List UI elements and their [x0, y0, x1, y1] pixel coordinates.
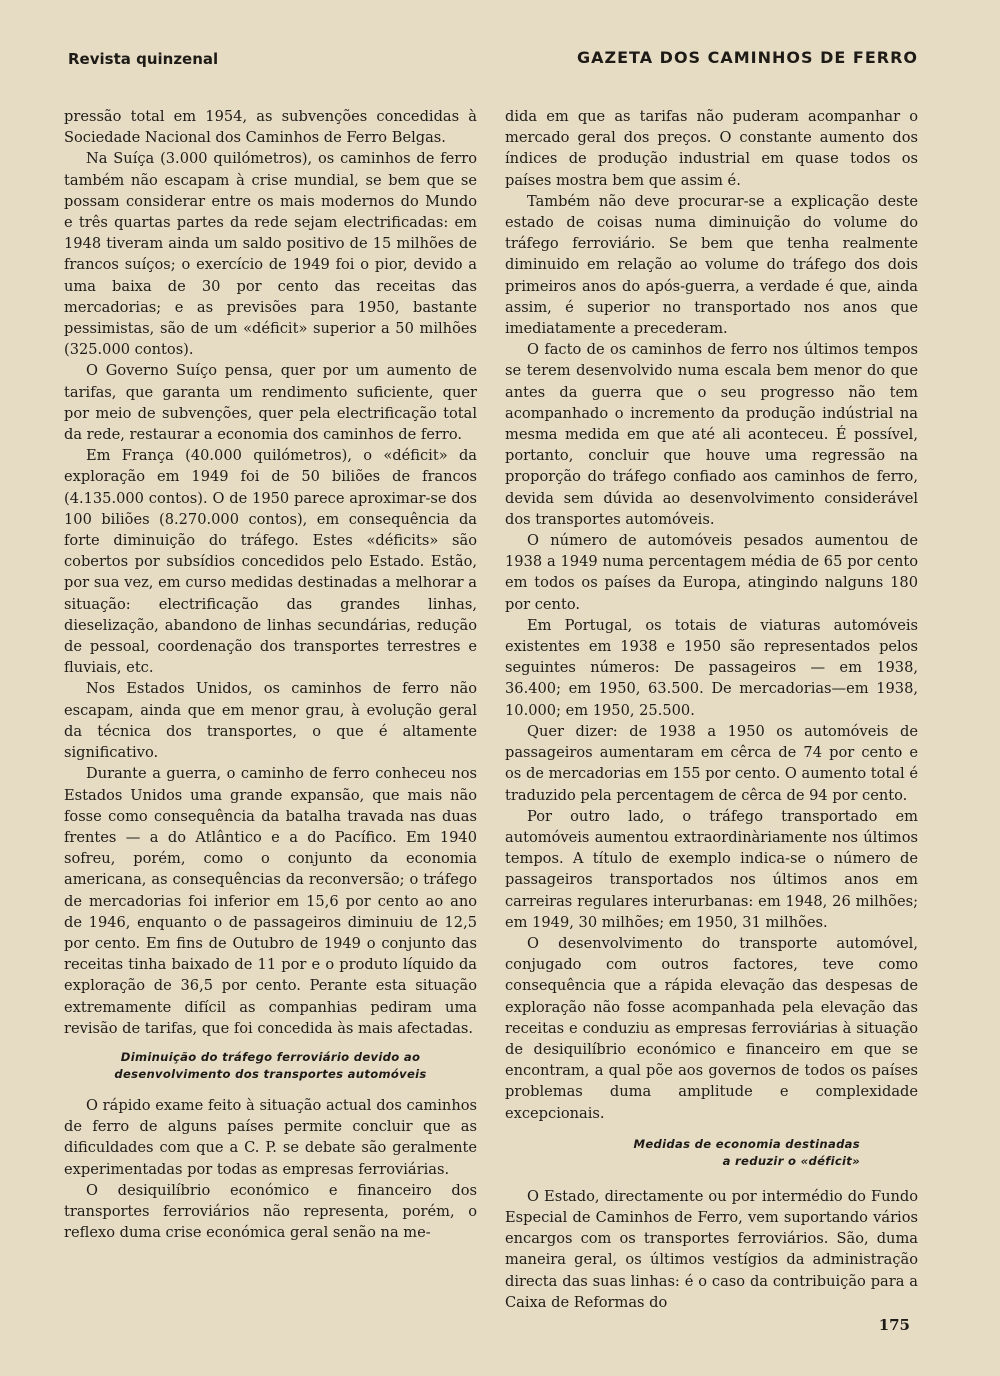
paragraph: O desenvolvimento do transporte automóvel, conjugado com outros factores, teve como consequência que a rápida elevação das despesas de exploração não fosse acompanhada pela elevação das receitas e conduziu as empresas ferroviárias à situação de desiquilíbrio económico e financeiro em que se encontram, a qual põe aos governos de todos os países problemas duma amplitude e complexidade excepcionais.	[505, 934, 918, 1122]
paragraph: O facto de os caminhos de ferro nos últimos tempos se terem desenvolvido numa escala bem menor do que antes da guerra que o seu progresso não tem acompanhado o incremento da produção indústrial na mesma medida em que até ali aconteceu. É possível, portanto, concluir que houve uma regressão na proporção do tráfego confiado aos caminhos de ferro, devida sem dúvida ao desenvolvimento considerável dos transportes automóveis.	[505, 341, 918, 528]
paragraph: O Estado, directamente ou por intermédio do Fundo Especial de Caminhos de Ferro, vem suportando vários encargos com os transportes ferroviários. São, duma maneira geral, os últimos vestígios da administração directa das suas linhas: é o caso da contribuição para a Caixa de Reformas do	[505, 1187, 918, 1311]
paragraph: Também não deve procurar-se a explicação deste estado de coisas numa diminuição do volume do tráfego ferroviário. Se bem que tenha realmente diminuido em relação ao volume do tráfego dos dois primeiros anos do após-guerra, a verdade é que, ainda assim, é superior no transportado nos anos que imediatamente a precederam.	[505, 192, 918, 338]
running-header-right: GAZETA DOS CAMINHOS DE FERRO	[576, 48, 918, 67]
section-heading-line: desenvolvimento dos transportes automóveis	[114, 1066, 427, 1081]
paragraph: Na Suíça (3.000 quilómetros), os caminhos de ferro também não escapam à crise mundial, se bem que se possam considerar entre os mais modernos do Mundo e três quartas partes da rede sejam electrificadas: em 1948 tiveram ainda um saldo positivo de 15 milhões de francos suíços; o exercício de 1949 foi o pior, devido a uma baixa de 30 por cento das receitas das mercadorias; e as previsões para 1950, bastante pessimistas, são de um «déficit» superior a 50 milhões (325.000 contos).	[64, 150, 477, 359]
paragraph: O desiquilíbrio económico e financeiro dos transportes ferroviários não representa, porém, o reflexo duma crise económica geral senão na me-	[64, 1181, 477, 1242]
section-heading	[505, 1136, 860, 1170]
left-column	[64, 106, 477, 1243]
paragraph: Em Portugal, os totais de viaturas automóveis existentes em 1938 e 1950 são representados pelos seguintes números: De passageiros — em 1938, 36.400; em 1950, 63.500. De mercadorias—em 1938, 10.000; em 1950, 25.500.	[505, 616, 918, 719]
section-heading-line: a reduzir o «déficit»	[722, 1153, 860, 1168]
section-heading-line: Diminuição do tráfego ferroviário devido ao	[120, 1049, 421, 1064]
paragraph: Por outro lado, o tráfego transportado em automóveis aumentou extraordinàriamente nos últimos tempos. A título de exemplo indica-se o número de passageiros transportados nos últimos anos em carreiras regulares interurbanas: em 1948, 26 milhões; em 1949, 30 milhões; em 1950, 31 milhões.	[505, 807, 918, 931]
paragraph: Em França (40.000 quilómetros), o «déficit» da exploração em 1949 foi de 50 biliões de francos (4.135.000 contos). O de 1950 parece aproximar-se dos 100 biliões (8.270.000 contos), em consequência da forte diminuição do tráfego. Estes «déficits» são cobertos por subsídios concedidos pelo Estado. Estão, por sua vez, em curso medidas destinadas a melhorar a situação: electrificação das grandes linhas, dieselização, abandono de linhas secundárias, redução de pessoal, coordenação dos transportes terrestres e fluviais, etc.	[64, 447, 477, 677]
paragraph: pressão total em 1954, as subvenções concedidas à Sociedade Nacional dos Caminhos de Ferro Belgas.	[64, 108, 477, 147]
page-number: 175	[878, 1316, 910, 1334]
paragraph: O rápido exame feito à situação actual dos caminhos de ferro de alguns países permite concluir que as dificuldades com que a C. P. se debate são geralmente experimentadas por todas as empresas ferroviárias.	[64, 1096, 477, 1178]
section-heading-line: Medidas de economia destinadas	[633, 1136, 860, 1151]
paragraph: Durante a guerra, o caminho de ferro conheceu nos Estados Unidos uma grande expansão, que mais não fosse como consequência da batalha travada nas duas frentes — a do Atlântico e a do Pacífico. Em 1940 sofreu, porém, como o conjunto da economia americana, as consequências da reconversão; o tráfego de mercadorias foi inferior em 15,6 por cento ao ano de 1946, enquanto o de passageiros diminuiu de 12,5 por cento. Em fins de Outubro de 1949 o conjunto das receitas tinha baixado de 11 por e o produto líquido da exploração de 36,5 por cento. Perante esta situação extremamente difícil as companhias pediram uma revisão de tarifas, que foi concedida às mais afectadas.	[64, 765, 477, 1037]
section-heading	[64, 1049, 477, 1083]
running-header-left: Revista quinzenal	[68, 50, 219, 68]
paragraph: Quer dizer: de 1938 a 1950 os automóveis de passageiros aumentaram em cêrca de 74 por cento e os de mercadorias em 155 por cento. O aumento total é traduzido pela percentagem de cêrca de 94 por cento.	[505, 722, 918, 804]
paragraph: Nos Estados Unidos, os caminhos de ferro não escapam, ainda que em menor grau, à evolução geral da técnica dos transportes, o que é altamente significativo.	[64, 680, 477, 762]
right-column	[505, 106, 918, 1313]
paragraph: dida em que as tarifas não puderam acompanhar o mercado geral dos preços. O constante aumento dos índices de produção industrial em quase todos os países mostra bem que assim é.	[505, 108, 918, 189]
paragraph: O Governo Suíço pensa, quer por um aumento de tarifas, que garanta um rendimento suficiente, quer por meio de subvenções, quer pela electrificação total da rede, restaurar a economia dos caminhos de ferro.	[64, 362, 477, 444]
paragraph: O número de automóveis pesados aumentou de 1938 a 1949 numa percentagem média de 65 por cento em todos os países da Europa, atingindo nalguns 180 por cento.	[505, 532, 918, 613]
